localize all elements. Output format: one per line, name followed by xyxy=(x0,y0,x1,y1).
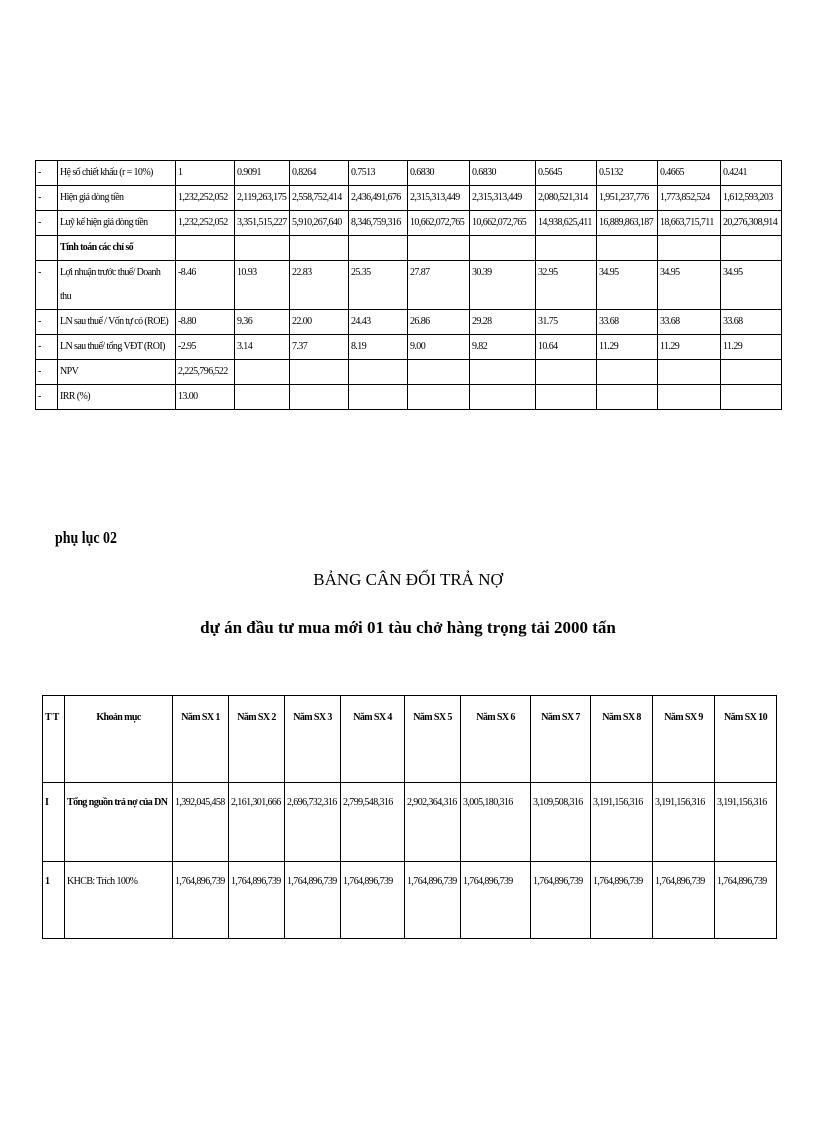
row-bullet: - xyxy=(36,310,58,335)
row-label: Tổng nguồn trả nợ của DN xyxy=(65,783,173,862)
column-header: Năm SX 1 xyxy=(173,696,229,783)
table-cell: 0.6830 xyxy=(470,161,536,186)
table-row xyxy=(43,862,777,939)
table-cell: 34.95 xyxy=(721,261,782,310)
row-bullet: - xyxy=(36,211,58,236)
table-cell: 2,080,521,314 xyxy=(536,186,597,211)
table-cell: 1,764,896,739 xyxy=(229,862,285,939)
table-cell: 2,119,263,175 xyxy=(235,186,290,211)
table-cell: 3.14 xyxy=(235,335,290,360)
table-cell: 24.43 xyxy=(349,310,408,335)
table-cell: 11.29 xyxy=(721,335,782,360)
row-label: IRR (%) xyxy=(58,385,176,410)
table-cell: 7.37 xyxy=(290,335,349,360)
table-cell: 3,005,180,316 xyxy=(461,783,531,862)
table-cell xyxy=(536,236,597,261)
table-cell xyxy=(597,236,658,261)
table-cell: 1,764,896,739 xyxy=(173,862,229,939)
table-cell: 2,315,313,449 xyxy=(408,186,470,211)
row-bullet: - xyxy=(36,186,58,211)
table-cell xyxy=(658,385,721,410)
row-bullet: - xyxy=(36,335,58,360)
table-cell: 1,764,896,739 xyxy=(715,862,777,939)
page-subtitle: dự án đầu tư mua mới 01 tàu chở hàng trọng tải 2000 tấn xyxy=(200,618,616,637)
table-cell: 1,232,252,052 xyxy=(176,186,235,211)
table-cell: 2,161,301,666 xyxy=(229,783,285,862)
table-cell xyxy=(290,236,349,261)
table-cell xyxy=(597,385,658,410)
table-cell: 0.6830 xyxy=(408,161,470,186)
row-label: Hiện giá dòng tiền xyxy=(58,186,176,211)
table-cell: 9.36 xyxy=(235,310,290,335)
indicator-table-body xyxy=(36,161,782,410)
row-bullet xyxy=(36,236,58,261)
table-cell: 1,764,896,739 xyxy=(591,862,653,939)
table-cell xyxy=(235,236,290,261)
row-index: I xyxy=(43,783,65,862)
table-cell: 1,764,896,739 xyxy=(531,862,591,939)
table-cell: 0.7513 xyxy=(349,161,408,186)
page-title: BẢNG CÂN ĐỐI TRẢ NỢ xyxy=(313,570,503,589)
table-cell xyxy=(658,236,721,261)
table-cell xyxy=(408,236,470,261)
table-cell: 2,436,491,676 xyxy=(349,186,408,211)
table-cell: 13.00 xyxy=(176,385,235,410)
table-cell xyxy=(176,236,235,261)
column-header: Năm SX 3 xyxy=(285,696,341,783)
column-header: Năm SX 5 xyxy=(405,696,461,783)
row-index: 1 xyxy=(43,862,65,939)
table-cell: 2,315,313,449 xyxy=(470,186,536,211)
table-cell: 26.86 xyxy=(408,310,470,335)
table-cell: 0.5645 xyxy=(536,161,597,186)
table-cell: 1,951,237,776 xyxy=(597,186,658,211)
table-cell xyxy=(235,360,290,385)
table-cell: 1,764,896,739 xyxy=(405,862,461,939)
table-row xyxy=(36,261,782,310)
row-bullet: - xyxy=(36,360,58,385)
table-cell xyxy=(470,360,536,385)
row-label: NPV xyxy=(58,360,176,385)
table-row xyxy=(36,161,782,186)
table-cell: 0.9091 xyxy=(235,161,290,186)
column-header: Năm SX 8 xyxy=(591,696,653,783)
table-cell: 33.68 xyxy=(658,310,721,335)
row-label: LN sau thuế / Vốn tự có (ROE) xyxy=(58,310,176,335)
table-row xyxy=(36,385,782,410)
table-cell: 34.95 xyxy=(597,261,658,310)
table-cell: 14,938,625,411 xyxy=(536,211,597,236)
table-cell: 2,225,796,522 xyxy=(176,360,235,385)
table-cell: 25.35 xyxy=(349,261,408,310)
table-cell: -8.80 xyxy=(176,310,235,335)
table-cell xyxy=(290,385,349,410)
table-cell: 5,910,267,640 xyxy=(290,211,349,236)
column-header: Năm SX 6 xyxy=(461,696,531,783)
table-cell: 11.29 xyxy=(597,335,658,360)
table-cell xyxy=(470,385,536,410)
table-cell xyxy=(349,385,408,410)
table-cell xyxy=(721,236,782,261)
indicator-table xyxy=(35,160,782,410)
column-header: Năm SX 2 xyxy=(229,696,285,783)
table-cell: 1,612,593,203 xyxy=(721,186,782,211)
appendix-label: phụ lục 02 xyxy=(55,528,117,547)
table-cell: 9.82 xyxy=(470,335,536,360)
row-label: Lợi nhuận trước thuế/ Doanh thu xyxy=(58,261,176,310)
table-cell: 1,764,896,739 xyxy=(341,862,405,939)
debt-table-body xyxy=(43,783,777,939)
table-cell xyxy=(235,385,290,410)
table-cell xyxy=(721,385,782,410)
column-header: T T xyxy=(43,696,65,783)
table-cell: 3,351,515,227 xyxy=(235,211,290,236)
table-cell: 22.00 xyxy=(290,310,349,335)
table-row xyxy=(36,335,782,360)
table-cell xyxy=(470,236,536,261)
table-cell: 32.95 xyxy=(536,261,597,310)
table-cell: 34.95 xyxy=(658,261,721,310)
table-cell: 2,902,364,316 xyxy=(405,783,461,862)
table-cell: 10.64 xyxy=(536,335,597,360)
table-cell xyxy=(290,360,349,385)
table-cell: 8.19 xyxy=(349,335,408,360)
table-row xyxy=(36,360,782,385)
table-cell: 20,276,308,914 xyxy=(721,211,782,236)
row-label: Hệ số chiết khấu (r = 10%) xyxy=(58,161,176,186)
column-header: Năm SX 7 xyxy=(531,696,591,783)
table-cell: 1,764,896,739 xyxy=(653,862,715,939)
row-bullet: - xyxy=(36,261,58,310)
row-bullet: - xyxy=(36,385,58,410)
table-cell: 18,663,715,711 xyxy=(658,211,721,236)
table-cell: 3,109,508,316 xyxy=(531,783,591,862)
table-cell: 30.39 xyxy=(470,261,536,310)
table-cell xyxy=(536,360,597,385)
table-cell: 10.93 xyxy=(235,261,290,310)
table-cell: 31.75 xyxy=(536,310,597,335)
table-cell: 2,696,732,316 xyxy=(285,783,341,862)
table-cell: 1 xyxy=(176,161,235,186)
table-cell: 33.68 xyxy=(597,310,658,335)
table-cell: 10,662,072,765 xyxy=(408,211,470,236)
row-label: Luỹ kế hiện giá dòng tiền xyxy=(58,211,176,236)
debt-table-header-row xyxy=(43,696,777,783)
table-cell: 16,889,863,187 xyxy=(597,211,658,236)
table-cell: 1,232,252,052 xyxy=(176,211,235,236)
table-cell xyxy=(721,360,782,385)
table-cell: 2,799,548,316 xyxy=(341,783,405,862)
table-cell xyxy=(349,360,408,385)
column-header: Năm SX 9 xyxy=(653,696,715,783)
table-cell: 10,662,072,765 xyxy=(470,211,536,236)
column-header: Khoản mục xyxy=(65,696,173,783)
table-cell: 1,392,045,458 xyxy=(173,783,229,862)
table-cell xyxy=(658,360,721,385)
table-cell xyxy=(536,385,597,410)
table-row xyxy=(36,236,782,261)
column-header: Năm SX 4 xyxy=(341,696,405,783)
table-cell: 33.68 xyxy=(721,310,782,335)
table-row xyxy=(36,211,782,236)
debt-repayment-table xyxy=(42,695,777,939)
table-cell: 3,191,156,316 xyxy=(715,783,777,862)
row-bullet: - xyxy=(36,161,58,186)
table-cell: 3,191,156,316 xyxy=(653,783,715,862)
table-cell: 0.4241 xyxy=(721,161,782,186)
table-cell: 0.8264 xyxy=(290,161,349,186)
table-cell: 11.29 xyxy=(658,335,721,360)
table-row xyxy=(36,310,782,335)
table-cell: -2.95 xyxy=(176,335,235,360)
table-cell: 27.87 xyxy=(408,261,470,310)
table-cell: 8,346,759,316 xyxy=(349,211,408,236)
row-label: LN sau thuế/ tổng VĐT (ROI) xyxy=(58,335,176,360)
table-cell xyxy=(597,360,658,385)
row-label: KHCB: Trích 100% xyxy=(65,862,173,939)
row-label: Tính toán các chỉ số xyxy=(58,236,176,261)
table-cell: 1,773,852,524 xyxy=(658,186,721,211)
table-cell xyxy=(349,236,408,261)
table-cell: 1,764,896,739 xyxy=(285,862,341,939)
table-cell: 22.83 xyxy=(290,261,349,310)
table-cell xyxy=(408,360,470,385)
table-cell: 2,558,752,414 xyxy=(290,186,349,211)
table-cell: 0.5132 xyxy=(597,161,658,186)
column-header: Năm SX 10 xyxy=(715,696,777,783)
table-cell: 3,191,156,316 xyxy=(591,783,653,862)
table-cell: 1,764,896,739 xyxy=(461,862,531,939)
table-cell xyxy=(408,385,470,410)
table-row xyxy=(36,186,782,211)
table-cell: -8.46 xyxy=(176,261,235,310)
table-row xyxy=(43,783,777,862)
table-cell: 0.4665 xyxy=(658,161,721,186)
table-cell: 9.00 xyxy=(408,335,470,360)
table-cell: 29.28 xyxy=(470,310,536,335)
